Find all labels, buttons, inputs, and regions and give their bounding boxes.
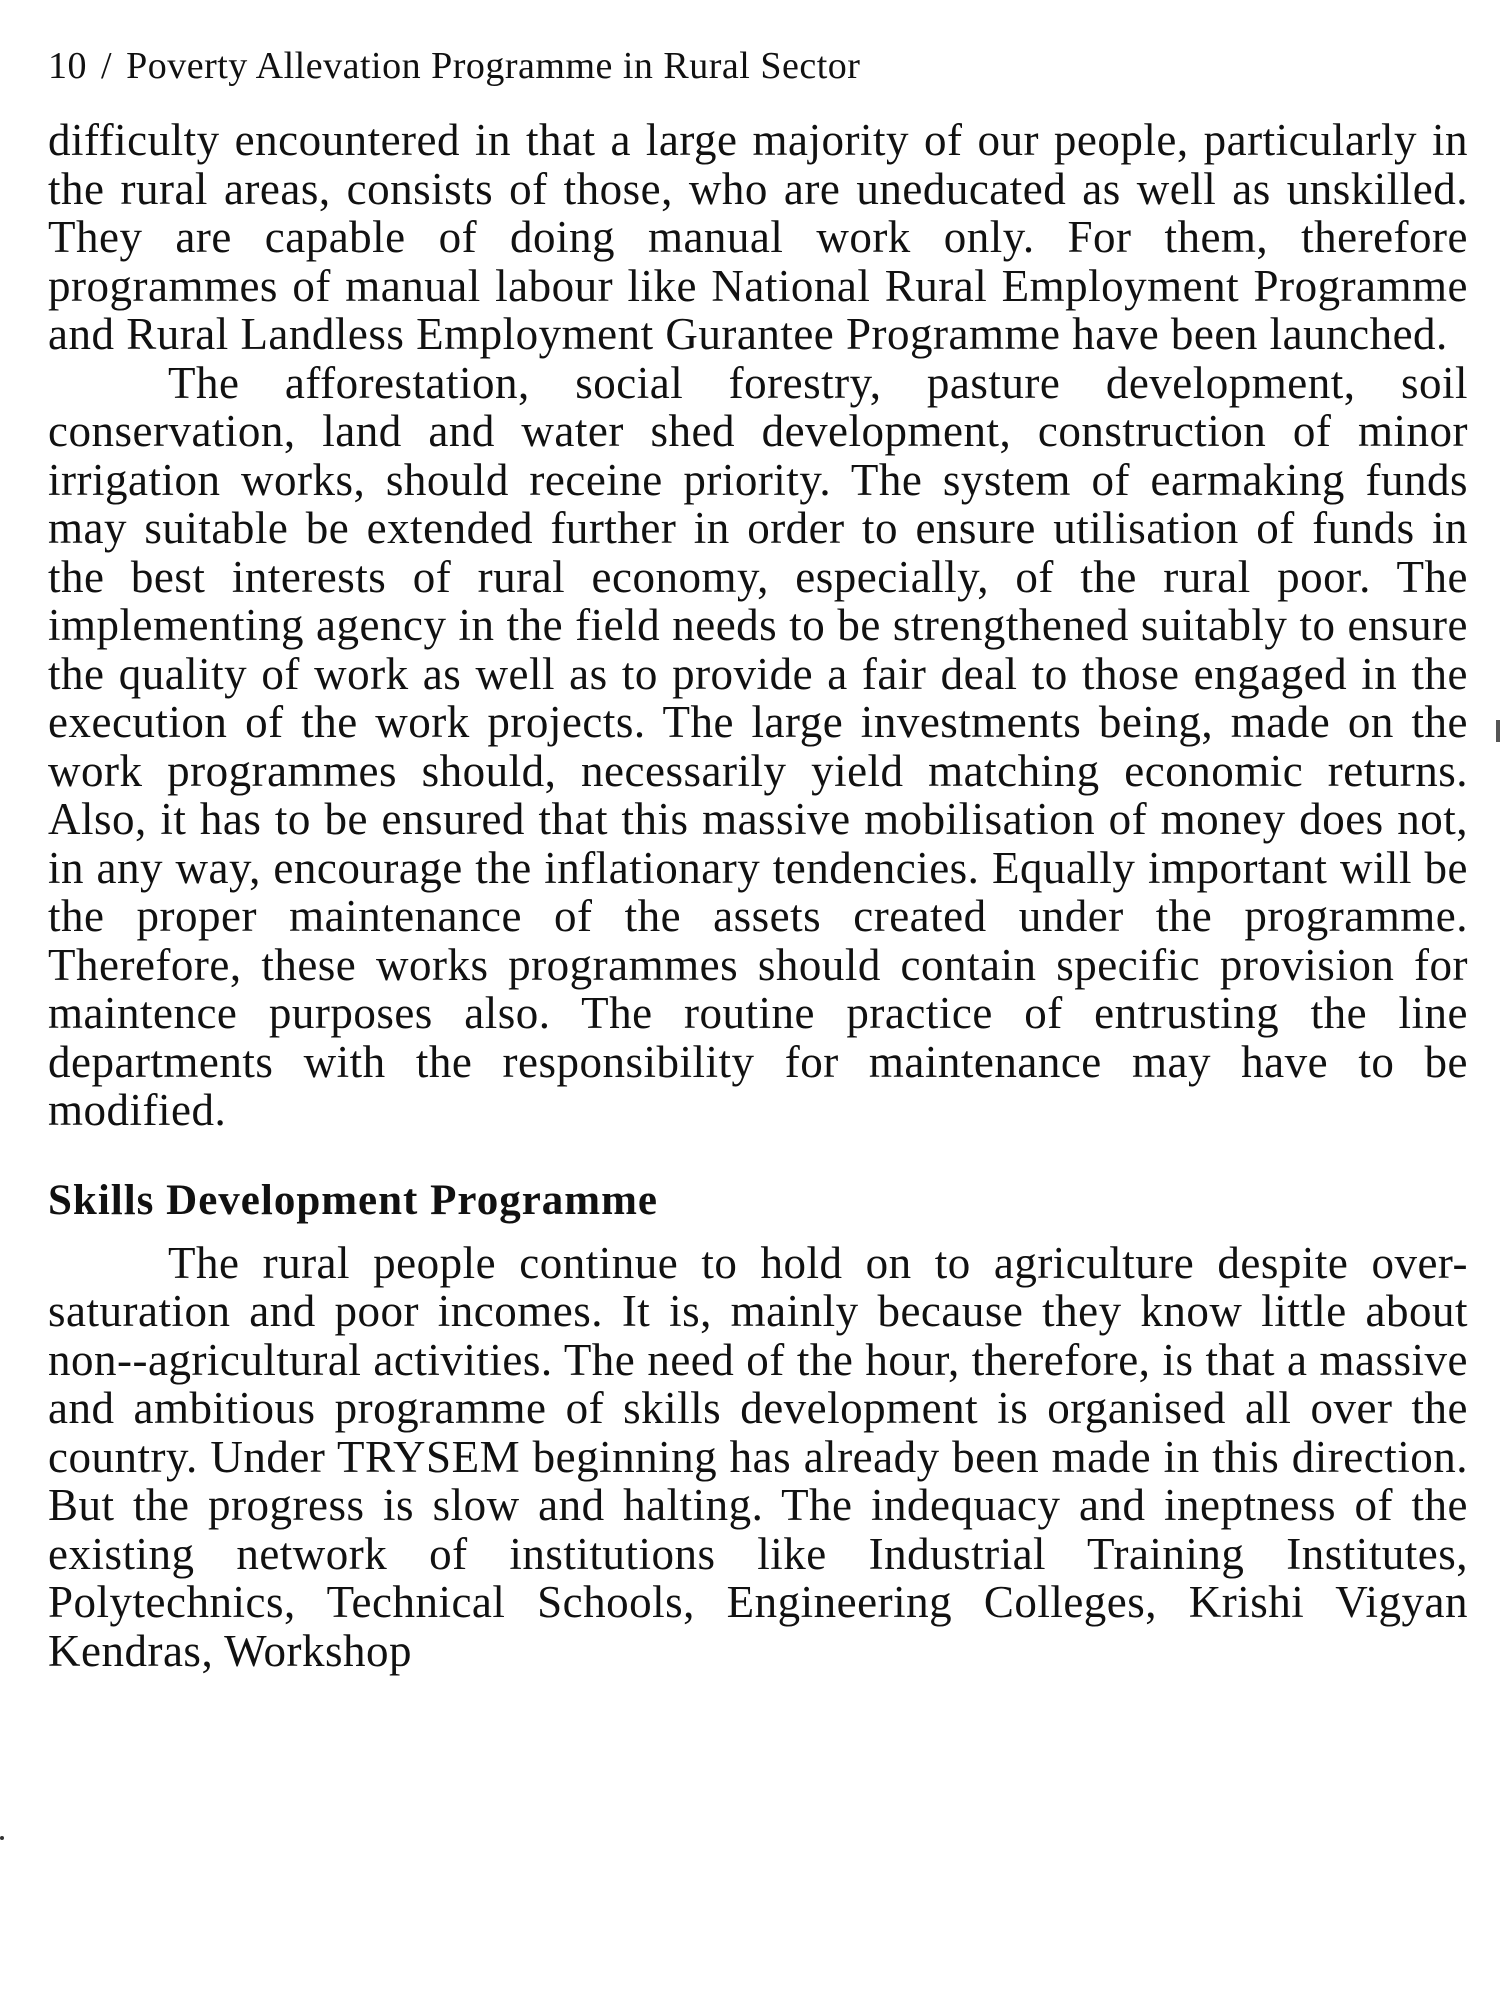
paragraph-continued: difficulty encountered in that a large majority of our people, particularly in the rural areas, consists of those, who are uneducated as well as unskilled. They are capable of doing manual work only. For them, therefore programmes of manual labour like National Rural Employment Programme and Rural Landless Employment Gurantee Programme have been launched.	[48, 115, 1468, 359]
book-page	[48, 36, 1468, 1675]
paragraph-afforestation: The afforestation, social forestry, pasture development, soil conservation, land and water shed development, construction of minor irrigation works, should receine priority. The system of earmaking funds may suitable be extended further in order to ensure utilisation of funds in the best interests of rural economy, especially, of the rural poor. The implementing agency in the field needs to be strengthened suitably to ensure the quality of work as well as to provide a fair deal to those engaged in the execution of the work projects. The large investments being, made on the work programmes should, necessarily yield matching economic returns. Also, it has to be ensured that this massive mobilisation of money does not, in any way, encourage the inflationary tendencies. Equally important will be the proper maintenance of the assets created under the programme. Therefore, these works programmes should contain specific provision for maintence purposes also. The routine practice of entrusting the line departments with the responsibility for maintenance may have to be modified.	[48, 357, 1468, 1135]
running-head	[48, 36, 1468, 96]
page-number: 10	[48, 45, 87, 87]
section-heading: Skills Development Programme	[48, 1176, 659, 1224]
header-separator: /	[101, 45, 113, 87]
scan-edge-mark	[1496, 720, 1500, 742]
paragraph-skills: The rural people continue to hold on to agriculture despite over-saturation and poor incomes. It is, mainly because they know little about non--agricultural activities. The need of the hour, therefore, is that a massive and ambitious programme of skills development is organised all over the country. Under TRYSEM beginning has already been made in this direction. But the progress is slow and halting. The indequacy and ineptness of the existing network of institutions like Industrial Training Institutes, Polytechnics, Technical Schools, Engineering Colleges, Krishi Vigyan Kendras, Workshop	[48, 1237, 1468, 1676]
scan-speck	[0, 1836, 4, 1840]
book-title: Poverty Allevation Programme in Rural Sector	[126, 45, 861, 87]
